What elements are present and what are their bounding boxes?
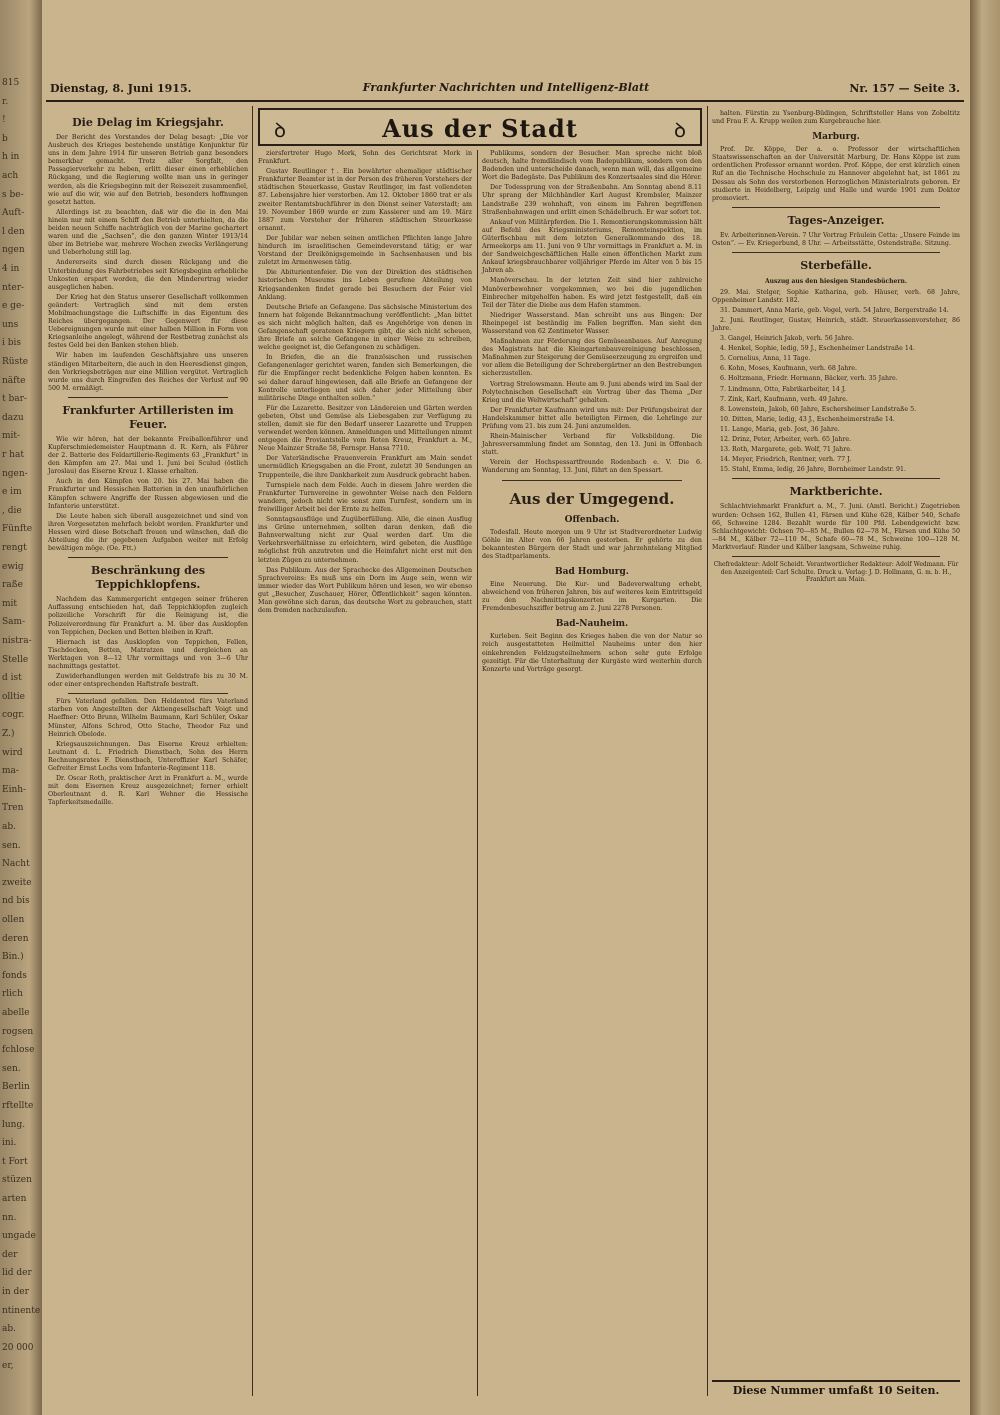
death-notice: 11. Lange, Maria, geb. Jost, 36 Jahre.	[720, 425, 840, 433]
gutter-text-fragment: ntinente	[2, 1305, 41, 1316]
article-paragraph: Todesfall. Heute morgen um 9 Uhr ist Stadtverordneter Ludwig Göhle im Alter von 66 Jahren gestorben. Er gehörte zu den bekanntesten Bürgern der Stadt und war jahrzehntelang Mitglied des Stadtparlaments.	[482, 528, 702, 560]
gutter-text-fragment: Z.)	[2, 729, 15, 739]
book-edge	[970, 0, 1000, 1415]
article-paragraph: Der Frankfurter Kaufmann wird uns mit: Der Prüfungsbeirat der Handelskammer bittet alle beteiligten Firmen, die Lehrlinge zur Prüfung vom 21. bis zum 24. Juni anzumelden.	[482, 406, 702, 430]
gutter-text-fragment: ini.	[2, 1138, 17, 1149]
article-paragraph: Hiernach ist das Ausklopfen von Teppichen, Fellen, Tischdecken, Betten, Matratzen und dergleichen an Werktagen von 8—12 Uhr vormittags und von 3—6 Uhr nachmittags gestattet.	[48, 638, 248, 670]
article-paragraph: Wie wir hören, hat der bekannte Freiballonführer und Kupferschmiedemeister Hauptmann d. R. Kern, als Führer der 2. Batterie des Feldartillerie-Regiments 63 „Frankfurt“ in den Kämpfen am 27. Mai und 1. Juni bei Sculud (östlich Jaroslau) das Eiserne Kreuz 1. Klasse erhalten.	[48, 435, 248, 476]
gutter-text-fragment: er,	[2, 1361, 14, 1372]
gutter-text-fragment: stüzen	[2, 1175, 32, 1186]
gutter-text-fragment: cogr.	[2, 710, 25, 721]
page-number: Nr. 157 — Seite 3.	[849, 82, 960, 95]
gutter-text-fragment: Auft-	[2, 208, 25, 219]
gutter-text-fragment: Nacht	[2, 859, 30, 870]
gutter-text-fragment: sen.	[2, 1063, 21, 1074]
article-paragraph: Gustav Reutlinger †. Ein bewährter ehemaliger städtischer Frankfurter Beamter ist in der Person des früheren Vorstehers der städtischen Steuerkasse, Gustav Reutlinger, im fast vollendeten 87. Lebensjahre hier verstorben. Am 12. Oktober 1860 trat er als zweiter Rentamtsbuchführer in den Dienst seiner Vaterstadt; am 19. November 1869 wurde er zum Kassierer und am 19. März 1887 zum Vorsteher der früheren städtischen Steuerkasse ernannt.	[258, 168, 472, 232]
death-notice: 13. Roth, Margarete, geb. Wolf, 71 Jahre.	[720, 446, 852, 454]
gutter-text-fragment: zweite	[2, 877, 32, 888]
article-paragraph: Die Abiturientenfeier. Die von der Direktion des städtischen historischen Museums ins Leben gerufene Abteilung von Kriegsandenken findet gerade bei Besuchern der Feier viel Anklang.	[258, 269, 472, 301]
gutter-text-fragment: nn.	[2, 1212, 17, 1223]
column-rule	[252, 106, 253, 1396]
gutter-text-fragment: lung.	[2, 1119, 26, 1130]
death-notice: 3. Gangel, Heinrich Jakob, verh. 56 Jahre.	[720, 335, 854, 343]
gutter-text-fragment: ngen	[2, 245, 25, 256]
section-heading: Marktberichte.	[789, 485, 883, 499]
gutter-text-fragment: lid der	[2, 1268, 32, 1279]
death-notice: 6. Holtzmann, Friedr. Hermann, Bäcker, verh. 35 Jahre.	[720, 375, 898, 383]
article-paragraph: Dr. Oscar Roth, praktischer Arzt in Frankfurt a. M., wurde mit dem Eisernen Kreuz ausgezeichnet; ferner erhielt Oberleutnant d. R. Karl Wehner die Hessische Tapferkeitsmedaille.	[48, 775, 248, 807]
gutter-text-fragment: Berlin	[2, 1082, 30, 1093]
article-paragraph: Kurleben. Seit Beginn des Krieges haben die von der Natur so reich ausgestatteten Heilmittel Nauheims unter den hier einkehrenden Feldzugsteilnehmern schon sehr gute Erfolge gezeitigt. Für die Unterhaltung der Kurgäste wird weiterhin durch Konzerte und Vorträge gesorgt.	[482, 633, 702, 673]
gutter-text-fragment: abelle	[2, 1008, 30, 1018]
section-banner	[258, 108, 702, 146]
article-paragraph: Nachdem das Kammergericht entgegen seiner früheren Auffassung entschieden hat, daß Teppichklopfen zugleich polizeiliche Vorschrift für die Reinigung ist, die Polizeiverordnung für Frankfurt a. M. über das Ausklopfen von Teppichen, Decken und Betten bleiben in Kraft.	[48, 596, 248, 636]
gutter-text-fragment: deren	[2, 933, 29, 944]
newspaper-title: Frankfurter Nachrichten und Intelligenz-Blatt	[362, 81, 650, 94]
gutter-text-fragment: mit	[2, 598, 18, 609]
article-paragraph: Prof. Dr. Köppe, Der a. o. Professor der wirtschaftlichen Staatswissenschaften an der Universität Marburg, Dr. Hans Köppe ist zum ordentlichen Professor ernannt worden. Prof. Köppe, der erst kürzlich einen Ruf an die Technische Hochschule zu Hannover abgelehnt hat, ist 1861 zu Dessau als Sohn des verstorbenen Herzoglichen Ministerialrats geboren. Er studierte in Heidelberg, Leipzig und Halle und wurde 1901 zum Doktor promoviert.	[712, 146, 960, 202]
column-rule	[477, 150, 478, 1396]
gutter-text-fragment: e ge-	[2, 301, 25, 312]
article-paragraph: Fürs Vaterland gefallen. Den Heldentod fürs Vaterland starben von Angestellten der Aktiengesellschaft Voigt und Haeffner: Otto Brunn, Wilhelm Baumann, Karl Schüler, Oskar Münster, Alfons Schrod, Otto Stache, Theodor Faz und Heinrich Obelode.	[48, 698, 248, 738]
death-notice: 10. Ditten, Marie, ledig, 43 J., Eschenheimerstraße 14.	[720, 415, 895, 423]
gutter-text-fragment: ollen	[2, 915, 25, 925]
article-paragraph: Sonntagsausflüge und Zugüberfüllung. Alle, die einen Ausflug ins Grüne unternehmen, sollten daran denken, daß die Bahnverwaltung nicht zur Qual werden darf. Um die Verkehrsverhältnisse zu erleichtern, wird gebeten, die Ausflüge möglichst früh anzutreten und die Heimfahrt nicht erst mit den letzten Zügen zu unternehmen.	[258, 516, 472, 564]
gutter-text-fragment: nd bis	[2, 896, 30, 907]
article-paragraph: halten. Fürstin zu Ysenburg-Büdingen, Schriftsteller Hans von Zobeltitz und Frau F. A. Krupp weilen zum Kurgebrauche hier.	[712, 110, 960, 126]
article-paragraph: Ankauf von Militärpferden. Die 1. Remontierungskommission hält auf Befehl des Kriegsministeriums, Remonteinspektion, im Güterfischbau mit dem letzten Generalkommando des 18. Armeekorps am 11. Juni von 9 Uhr vormittags in Frankfurt a. M. in der Sandweichgeschäftlichen Halle einen öffentlichen Markt zum Ankauf kriegsbrauchbarer volljähriger Pferde im Alter von 5 bis 15 Jahren ab.	[482, 218, 702, 275]
gutter-text-fragment: rengt	[2, 543, 27, 553]
death-notice: 15. Stahl, Emma, ledig, 26 Jahre, Bornheimer Landstr. 91.	[720, 466, 906, 474]
gutter-text-fragment: t Fort	[2, 1156, 28, 1167]
column-4	[712, 110, 960, 1400]
gutter-text-fragment: nistra-	[2, 636, 32, 646]
article-paragraph: Eine Neuerung. Die Kur- und Badeverwaltung erhebt, abweichend von früheren Jahren, bis auf weiteres kein Eintrittsgeld zu den Nachmittagskonzerten im Kurgarten. Die Fremdenbesuchsziffer betrug am 2. Juni 2278 Personen.	[482, 580, 702, 613]
gutter-text-fragment: ungade	[2, 1231, 36, 1242]
gutter-text-fragment: h in	[2, 152, 20, 163]
newspaper-sheet	[46, 70, 964, 1400]
article-paragraph: Auch in den Kämpfen von 20. bis 27. Mai haben die Frankfurter und Hessischen Batterien in den unaufhörlichen Kämpfen schwere Angriffe der Russen abgewiesen und die Infanterie unterstützt.	[48, 478, 248, 510]
page-header	[46, 78, 964, 102]
gutter-text-fragment: Sam-	[2, 617, 26, 628]
previous-page-gutter	[0, 0, 42, 1415]
article-paragraph: Turnspiele nach dem Felde. Auch in diesem Jahre werden die Frankfurter Turnvereine in gewohnter Weise nach den Feldern wandern, jedoch nicht wie sonst zum Turnfest, sondern um in freiwilliger Arbeit bei der Ernte zu helfen.	[258, 481, 472, 513]
town-heading: Bad-Nauheim.	[555, 619, 629, 630]
gutter-text-fragment: fchlose	[2, 1045, 35, 1056]
column-3	[482, 150, 702, 1400]
gutter-text-fragment: ma-	[2, 766, 19, 777]
death-notice: 31. Dammert, Anna Marie, geb. Vogel, verh. 54 Jahre, Bergerstraße 14.	[720, 306, 949, 314]
article-heading: Die Delag im Kriegsjahr.	[72, 116, 224, 129]
town-heading: Bad Homburg.	[555, 566, 629, 577]
article-paragraph: Der Bericht des Vorstandes der Delag besagt: „Die vor Ausbruch des Krieges bestehende unstätige Konjunktur für uns in dem Jahre 1914 für unseren Betrieb ganz besonders bemerkbar gemacht. Trotz aller Sorgfalt, den Passagierverkehr zu heben, erlitt dieser einen erheblichen Rückgang, und die Regierung wollte man uns in geringer werden, als die Kriegsbeginn mit der Reisezeit zusammenfiel, wie auf die wir, wie auf den Betrieb, besonders hoffnungen gesetzt hatten.	[48, 134, 248, 206]
divider	[68, 397, 228, 398]
gutter-text-fragment: ach	[2, 171, 19, 181]
gutter-text-fragment: der	[2, 1249, 18, 1260]
article-paragraph: Publikums, sondern der Besucher. Man spreche nicht bloß deutsch, halte fremdländisch vom Badepublikum, sondern von den Badenden und unterscheide danach, wenn man will, das allgemeine Wort die Badegäste. Das Publikum des Konzertsaales sind die Hörer.	[482, 150, 702, 182]
article-paragraph: Wir haben im laufenden Geschäftsjahre uns unseren ständigen Mitarbeitern, die auch in den Heeresdienst gingen, den Vorkriegsbeträgen nur eine Million vergütet. Vertraglich wurde uns durch Eingreifen des Reiches der Verlust auf 90 500 M. ermäßigt.	[48, 352, 248, 392]
death-notice: 12. Drinz, Peter, Arbeiter, verh. 65 Jahre.	[720, 436, 852, 444]
article-paragraph: Allerdings ist zu beachten, daß wir die die in den Mai hinein nur mit einem Schiff den Betrieb unterhielten, da die beiden neuen Schiffe nachträglich von der Marine gechartert waren und die „Sachsen“, die den ganzen Winter 1913/14 über im Betriebe war, mehrere Wochen zwecks Verlängerung und Ueberholung still lag.	[48, 208, 248, 257]
article-paragraph: Niedriger Wasserstand. Man schreibt uns aus Bingen: Der Rheinpegel ist beständig im Fallen begriffen. Man sieht den Wasserstand von 62 Zentimeter Wasser.	[482, 311, 702, 335]
divider	[732, 478, 940, 479]
gutter-text-fragment: Einh-	[2, 784, 27, 795]
gutter-text-fragment: ab.	[2, 822, 16, 832]
gutter-text-fragment: i bis	[2, 338, 21, 349]
death-notice: 5. Cornelius, Anna, 11 Tage.	[720, 355, 811, 363]
article-paragraph: Vortrag Strelowsmann. Heute am 9. Juni abends wird im Saal der Polytechnischen Gesellschaft ein Vortrag über das Thema „Der Krieg und die Weltwirtschaft“ gehalten.	[482, 380, 702, 404]
gutter-text-fragment: r.	[2, 96, 9, 107]
gutter-text-fragment: dazu	[2, 412, 24, 423]
gutter-text-fragment: d ist	[2, 673, 22, 684]
divider	[68, 557, 228, 558]
article-paragraph: ziersfertreter Hugo Mork, Sohn des Gerichtsrat Mork in Frankfurt.	[258, 150, 472, 166]
gutter-text-fragment: wird	[2, 747, 23, 758]
gutter-text-fragment: uns	[2, 319, 19, 330]
gutter-text-fragment: ab.	[2, 1324, 16, 1335]
death-notice: 2. Juni. Reutlinger, Gustav, Heinrich, städt. Steuerkassenvorsteher, 86 Jahre.	[712, 316, 960, 332]
gutter-text-fragment: fonds	[2, 970, 27, 981]
death-notice: 7. Lindmann, Otto, Fabrikarbeiter, 14 J.	[720, 385, 846, 393]
death-notice: 7. Zink, Karl, Kaufmann, verh. 49 Jahre.	[720, 395, 848, 403]
gutter-text-fragment: rlich	[2, 989, 23, 1000]
gutter-text-fragment: rftellte	[2, 1101, 34, 1111]
gutter-text-fragment: 4 in	[2, 264, 20, 274]
article-paragraph: Der Vaterländische Frauenverein Frankfurt am Main sendet unermüdlich Kriegsgaben an die Front, zuletzt 30 Sendungen an Truppenteile, die ihre Dankbarkeit zum Ausdruck gebracht haben.	[258, 455, 472, 479]
gutter-text-fragment: !	[2, 115, 6, 126]
page-footer: Diese Nummer umfaßt 10 Seiten.	[712, 1380, 960, 1397]
gutter-text-fragment: l den	[2, 226, 25, 237]
article-heading: Frankfurter Artilleristen im Feuer.	[62, 403, 234, 431]
section-heading: Sterbefälle.	[800, 259, 872, 273]
column-2	[258, 150, 472, 1400]
ornament-icon: ꝺ	[674, 118, 686, 142]
article-paragraph: Die Leute haben sich überall ausgezeichnet und sind von ihren Vorgesetzten mehrfach belobt worden. Frankfurter und Hessen wird diese Botschaft freuen und wünschen, daß die Abteilung die ihr gegebenen Aufgaben weiter mit Erfolg bewältigen möge. (Oe. Ftt.)	[48, 512, 248, 553]
gutter-text-fragment: , die	[2, 505, 22, 516]
gutter-text-fragment: raße	[2, 580, 24, 591]
article-paragraph: Das Publikum. Aus der Sprachecke des Allgemeinen Deutschen Sprachvereins: Es muß uns ein Dorn im Auge sein, wenn wir immer wieder das Wort Publikum hören und lesen, wo wir ebenso gut „Besucher, Zuschauer, Hörer, Öffentlichkeit“ sagen könnten. Man gewöhne sich daran, das deutsche Wort zu gebrauchen, statt dem fremden nachzulaufen.	[258, 566, 472, 615]
article-paragraph: Rhein-Mainischer Verband für Volksbildung. Die Jahresversammlung findet am Sonntag, den 13. Juni in Offenbach statt.	[482, 433, 702, 457]
gutter-text-fragment: in der	[2, 1287, 29, 1297]
section-title: Aus der Stadt	[382, 114, 578, 143]
death-notice: 6. Kohn, Moses, Kaufmann, verh. 68 Jahre.	[720, 365, 858, 373]
article-paragraph: Der Krieg hat den Status unserer Gesellschaft vollkommen geändert: Vertraglich sind mit dem ersten Mobilmachungstage die Luftschiffe in das Eigentum des Reiches übergegangen. Der Gegenwert für diese Uebereignungen wurde mit einer halben Million in Form von Kriegsanleihe angelegt, während der Restbetrag zunächst als festes Geld bei den Banken stehen blieb.	[48, 293, 248, 350]
gutter-text-fragment: b	[2, 133, 8, 144]
article-paragraph: Verein der Hochspessartfreunde Rodenbach e. V. Die 6. Wanderung am Sonntag, 13. Juni, führt an den Spessart.	[482, 459, 702, 475]
gutter-text-fragment: Rüste	[2, 357, 29, 367]
ornament-icon: ꝺ	[274, 118, 286, 142]
gutter-text-fragment: näfte	[2, 375, 26, 386]
death-notice: 14. Meyer, Friedrich, Rentner, verh. 77 J.	[720, 456, 852, 464]
gutter-text-fragment: 815	[2, 78, 20, 88]
article-paragraph: Schlachtviehmarkt Frankfurt a. M., 7. Juni. (Amtl. Bericht.) Zugetrieben wurden: Ochsen 162, Bullen 41, Färsen und Kühe 628, Kälber 540, Schafe 66, Schweine 1284. Bezahlt wurde für 100 Pfd. Lebendgewicht bzw. Schlachtgewicht: Ochsen 70—85 M., Bullen 62—78 M., Färsen und Kühe 50—84 M., Kälber 72—110 M., Schafe 60—78 M., Schweine 100—128 M. Marktverlauf: Rinder und Kälber langsam, Schweine ruhig.	[712, 503, 960, 551]
gutter-text-fragment: Bin.)	[2, 952, 24, 963]
death-notice: 8. Lowenstein, Jakob, 60 Jahre, Eschersheimer Landstraße 5.	[720, 405, 917, 413]
article-paragraph: Der Jubilar war neben seinen amtlichen Pflichten lange Jahre hindurch im israelitischen Gemeindevorstand tätig; er war Vorstand der Dreikönigsgemeinde in Sachsenhausen und bis zuletzt im Armenwesen tätig.	[258, 234, 472, 267]
impressum: Chefredakteur: Adolf Scheidt. Verantwortlicher Redakteur: Adolf Wedmann. Für den Anzeigenteil: Carl Schulte. Druck u. Verlag: J. D. Hollmann, G. m. b. H., Frankfurt am Main.	[713, 560, 959, 584]
divider	[732, 252, 940, 253]
article-paragraph: Andererseits sind durch diesen Rückgang und die Unterbindung des Fahrbetriebes seit Kriegsbeginn erhebliche Unkosten erspart worden, die den Minderertrag wieder ausgeglichen haben.	[48, 259, 248, 291]
death-notice: 29. Mai. Stelger, Sophie Katharina, geb. Häuser, verh. 68 Jahre, Oppenheimer Landstr. 182.	[712, 288, 960, 304]
gutter-text-fragment: olltie	[2, 691, 25, 702]
divider	[502, 480, 682, 481]
gutter-text-fragment: ewig	[2, 561, 24, 572]
gutter-text-fragment: sen.	[2, 840, 21, 851]
article-paragraph: In Briefen, die an die französischen und russischen Gefangenenlager gerichtet waren, fanden sich Bemerkungen, die für die Empfänger recht bedenkliche Folgen haben konnten. Es sei daher darauf hingewiesen, daß alle Briefe an Gefangene der Kontrolle unterliegen und sich daher jeder Mitteilung über militärische Dinge enthalten sollen.“	[258, 354, 472, 402]
divider	[732, 207, 940, 208]
article-paragraph: Maßnahmen zur Förderung des Gemüseanbaues. Auf Anregung des Magistrats hat die Kleingartenbauvereinigung beschlossen, Maßnahmen zur Steigerung der Gemüseerzeugung zu ergreifen und vor allem die Beteiligung der Schrebergärtner an den Bestrebungen sicherzustellen.	[482, 338, 702, 378]
gutter-text-fragment: Fünfte	[2, 524, 33, 535]
divider	[732, 556, 940, 557]
gutter-text-fragment: nter-	[2, 282, 25, 293]
gutter-text-fragment: t bar-	[2, 394, 27, 405]
article-paragraph: Manöverschau. In der letzten Zeit sind hier zahlreiche Manöverbewohner vorgekommen, wo bei die jugendlichen Einbrecher mitgeholfen haben. Es wird jetzt festgestellt, daß ein Teil der Täter die Diebe aus dem Hafen stammen.	[482, 277, 702, 309]
gutter-text-fragment: mit-	[2, 431, 21, 442]
column-rule	[707, 106, 708, 1396]
issue-date: Dienstag, 8. Juni 1915.	[50, 82, 192, 95]
gutter-text-fragment: s be-	[2, 189, 24, 200]
town-heading: Marburg.	[812, 132, 860, 143]
gutter-text-fragment: ngen-	[2, 468, 28, 479]
gutter-text-fragment: rogsen	[2, 1026, 34, 1037]
gutter-text-fragment: e im	[2, 487, 22, 498]
divider	[68, 693, 228, 694]
town-heading: Offenbach.	[564, 514, 620, 525]
gutter-text-fragment: arten	[2, 1194, 27, 1204]
column-1	[48, 110, 248, 1400]
death-notices-list	[712, 289, 960, 475]
gutter-text-fragment: Tren	[2, 803, 24, 814]
section-subheading: Auszug aus den hiesigen Standesbüchern.	[765, 278, 907, 286]
gutter-text-fragment: Stelle	[2, 654, 29, 665]
gutter-text-fragment: 20 000	[2, 1342, 34, 1353]
article-paragraph: Ev. Arbeiterinnen-Verein. 7 Uhr Vortrag Fräulein Cetta: „Unsere Feinde im Osten“. — Ev. Kriegerbund, 8 Uhr. — Arbeitsstätte, Ostendstraße. Sitzung.	[712, 231, 960, 247]
article-paragraph: Deutsche Briefe an Gefangene. Das sächsische Ministerium des Innern hat folgende Bekanntmachung veröffentlicht: „Man bittet es sich nicht möglich halten, daß es Angehörige von denen in Gefangenschaft geratenen Kriegern gibt, die sich nicht scheuen, ihre Briefe an solche Gefangene in einer Weise zu schreiben, welche geeignet ist, die Gefangenen zu schädigen.	[258, 303, 472, 352]
article-paragraph: Für die Lazarette. Besitzer von Ländereien und Gärten werden gebeten, Obst und Gemüse als Liebesgaben zur Verfügung zu stellen, damit sie für den Bedarf unserer Lazarette und Truppen verwendet werden können. Anmeldungen und Mitteilungen nimmt entgegen die Proviantstelle vom Roten Kreuz, Frankfurt a. M., Neue Mainzer Straße 58, Fernspr. Hansa 7710.	[258, 404, 472, 453]
gutter-text-fragment: r hat	[2, 450, 24, 460]
article-paragraph: Der Todessprung von der Straßenbahn. Am Sonntag abend 8.11 Uhr sprang der Milchhändler Karl August Krembsler, Mainzer Landstraße 239 wohnhaft, von einem im Fahren begriffenen Straßenbahnwagen und erlitt einen Schädelbruch. Er war sofort tot.	[482, 184, 702, 216]
section-heading: Tages-Anzeiger.	[787, 213, 885, 227]
article-heading: Beschränkung des Teppichklopfens.	[90, 564, 206, 592]
article-paragraph: Zuwiderhandlungen werden mit Geldstrafe bis zu 30 M. oder einer entsprechenden Haftstrafe bestraft.	[48, 673, 248, 689]
death-notice: 4. Henkel, Sophie, ledig, 59 J., Eschenheimer Landstraße 14.	[720, 345, 915, 353]
section-heading: Aus der Umgegend.	[509, 489, 675, 508]
article-paragraph: Kriegsauszeichnungen. Das Eiserne Kreuz erhielten: Leutnant d. L. Friedrich Dienstbach, Sohn des Herrn Rechnungsrates F. Dienstbach, Unteroffizier Karl Schäfer, Gefreiter Ernst Lochs vom Infanterie-Regiment 118.	[48, 740, 248, 772]
